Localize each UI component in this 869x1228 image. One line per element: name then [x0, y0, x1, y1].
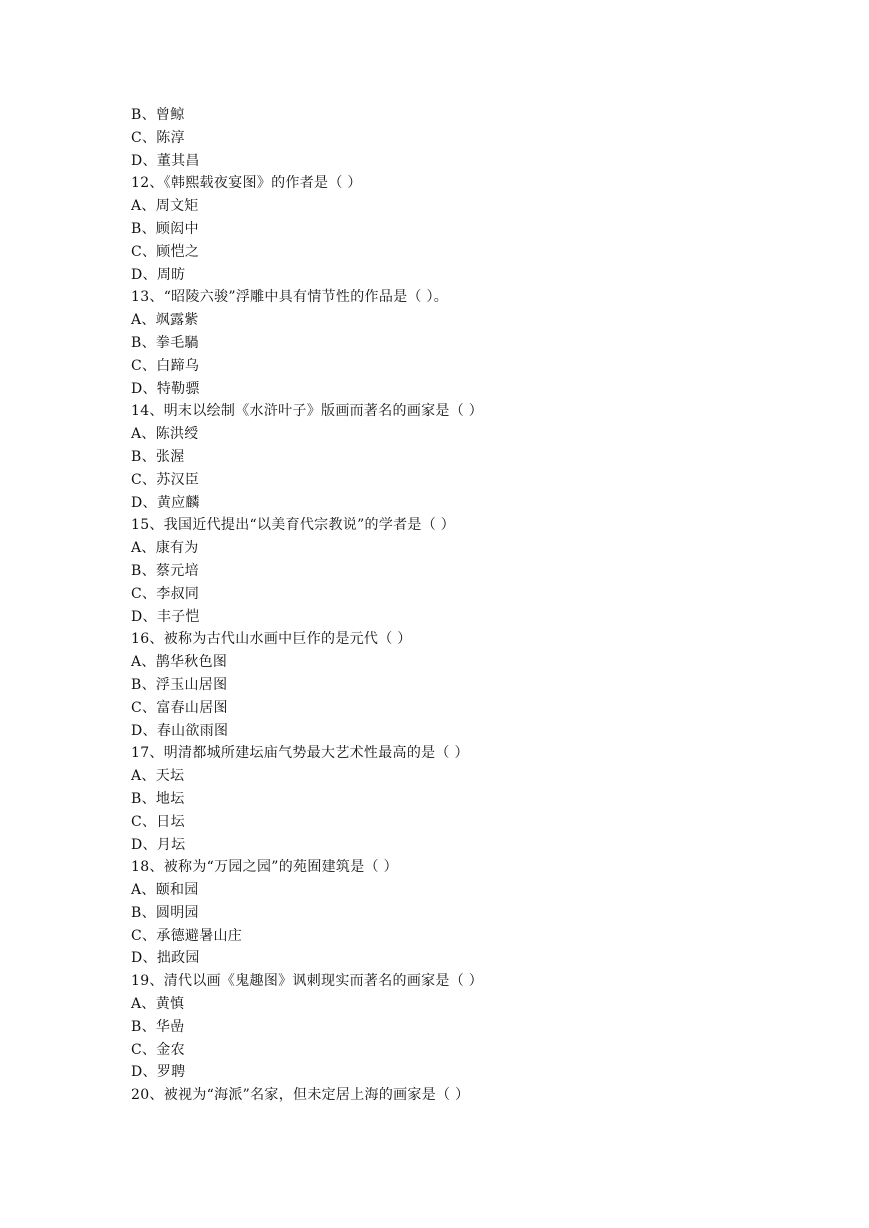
option-line: A、康有为	[131, 540, 199, 557]
option-line: D、特勒骠	[131, 380, 200, 397]
option-line: A、颐和园	[131, 882, 199, 899]
question-line: 17、明清都城所建坛庙气势最大艺术性最高的是（ ）	[131, 745, 469, 762]
question-line: 18、被称为“万园之园”的苑囿建筑是（ ）	[131, 859, 398, 876]
option-line: D、拙政园	[131, 950, 200, 967]
question-line: 19、清代以画《鬼趣图》讽刺现实而著名的画家是（ ）	[131, 973, 484, 990]
option-line: A、天坛	[131, 768, 185, 785]
option-line: D、罗聘	[131, 1064, 186, 1081]
option-line: C、顾恺之	[131, 243, 200, 260]
question-line: 12、《韩熙载夜宴图》的作者是（ ）	[131, 175, 362, 192]
question-line: 20、被视为“海派”名家，但未定居上海的画家是（ ）	[131, 1087, 470, 1104]
option-line: D、春山欲雨图	[131, 722, 229, 739]
option-line: C、富春山居图	[131, 699, 228, 716]
question-line: 14、明末以绘制《水浒叶子》版画而著名的画家是（ ）	[131, 403, 484, 420]
option-line: C、白蹄乌	[131, 357, 200, 374]
option-line: C、日坛	[131, 813, 185, 830]
option-line: A、周文矩	[131, 198, 199, 215]
option-line: C、金农	[131, 1041, 185, 1058]
option-line: C、苏汉臣	[131, 471, 200, 488]
option-line: D、董其昌	[131, 152, 200, 169]
option-line: B、曾鲸	[131, 107, 185, 123]
option-line: B、张渥	[131, 448, 185, 465]
question-text-block	[131, 104, 771, 1107]
option-line: D、丰子恺	[131, 608, 200, 625]
question-line: 16、被称为古代山水画中巨作的是元代（ ）	[131, 631, 412, 648]
option-line: A、陈洪绶	[131, 426, 199, 443]
option-line: D、黄应麟	[131, 494, 200, 511]
option-line: B、拳毛騧	[131, 334, 199, 351]
option-line: B、浮玉山居图	[131, 676, 228, 693]
option-line: D、周昉	[131, 266, 186, 283]
option-line: B、蔡元培	[131, 562, 199, 579]
option-line: B、华嵒	[131, 1018, 185, 1035]
option-line: C、陈淳	[131, 129, 185, 146]
option-line: A、鹊华秋色图	[131, 654, 228, 671]
option-line: B、顾闳中	[131, 220, 199, 237]
question-line: 15、我国近代提出“以美育代宗教说”的学者是（ ）	[131, 517, 456, 534]
option-line: C、李叔同	[131, 585, 200, 602]
option-line: A、黄慎	[131, 996, 185, 1013]
option-line: C、承德避暑山庄	[131, 927, 243, 944]
option-line: D、月坛	[131, 836, 186, 853]
question-line: 13、“昭陵六骏”浮雕中具有情节性的作品是（ ）。	[131, 289, 449, 306]
option-line: B、圆明园	[131, 904, 199, 921]
option-line: A、飒露紫	[131, 312, 199, 329]
option-line: B、地坛	[131, 790, 185, 807]
